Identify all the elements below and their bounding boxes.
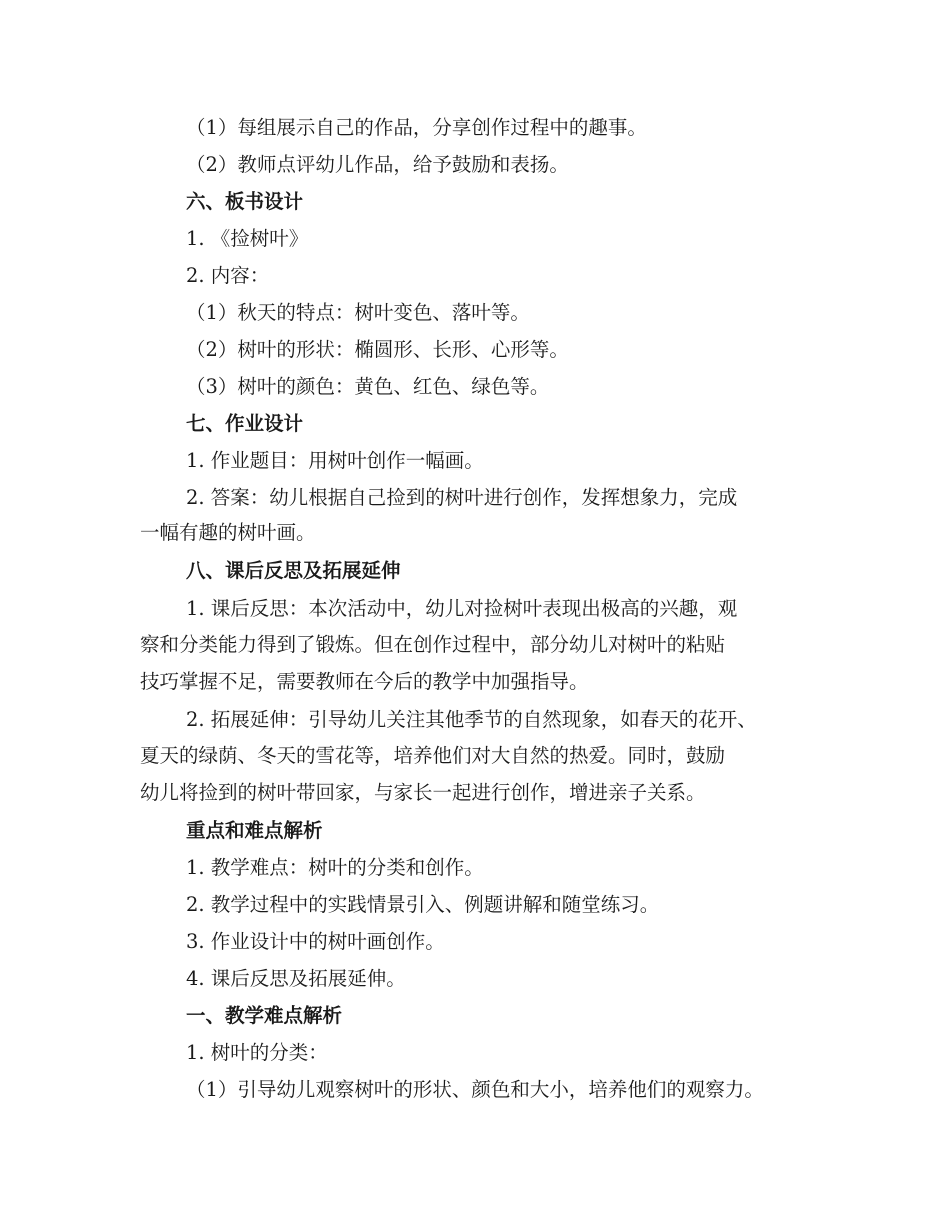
text-line: 1. 教学难点：树叶的分类和创作。	[186, 856, 484, 879]
text-line: （1）每组展示自己的作品，分享创作过程中的趣事。	[186, 116, 647, 139]
text-line: 4. 课后反思及拓展延伸。	[186, 967, 406, 990]
text-line: 1. 《捡树叶》	[186, 227, 309, 250]
text-line: 1. 作业题目：用树叶创作一幅画。	[186, 449, 484, 472]
text-line: 1. 课后反思：本次活动中，幼儿对捡树叶表现出极高的兴趣，观	[186, 597, 738, 620]
section-heading: 七、作业设计	[186, 412, 304, 435]
text-line: 幼儿将捡到的树叶带回家，与家长一起进行创作，增进亲子关系。	[140, 781, 706, 804]
text-line: 1. 树叶的分类：	[186, 1041, 328, 1064]
text-line: 察和分类能力得到了锻炼。但在创作过程中，部分幼儿对树叶的粘贴	[140, 633, 726, 656]
text-line: 3. 作业设计中的树叶画创作。	[186, 930, 445, 953]
section-heading: 一、教学难点解析	[186, 1004, 343, 1027]
text-line: 2. 内容：	[186, 264, 270, 287]
text-line: 一幅有趣的树叶画。	[140, 521, 316, 544]
text-line: （2）树叶的形状：椭圆形、长形、心形等。	[186, 338, 569, 361]
text-line: 2. 教学过程中的实践情景引入、例题讲解和随堂练习。	[186, 893, 660, 916]
text-line: 技巧掌握不足，需要教师在今后的教学中加强指导。	[140, 670, 589, 693]
text-line: 夏天的绿荫、冬天的雪花等，培养他们对大自然的热爱。同时，鼓励	[140, 744, 726, 767]
section-heading: 六、板书设计	[186, 190, 304, 213]
text-line: 2. 答案：幼儿根据自己捡到的树叶进行创作，发挥想象力，完成	[186, 486, 738, 509]
text-line: （3）树叶的颜色：黄色、红色、绿色等。	[186, 375, 550, 398]
text-line: （1）引导幼儿观察树叶的形状、颜色和大小，培养他们的观察力。	[186, 1078, 764, 1101]
text-line: （2）教师点评幼儿作品，给予鼓励和表扬。	[186, 153, 569, 176]
section-heading: 重点和难点解析	[186, 819, 323, 842]
text-line: 2. 拓展延伸：引导幼儿关注其他季节的自然现象，如春天的花开、	[186, 708, 757, 731]
section-heading: 八、课后反思及拓展延伸	[186, 559, 401, 582]
text-line: （1）秋天的特点：树叶变色、落叶等。	[186, 301, 530, 324]
